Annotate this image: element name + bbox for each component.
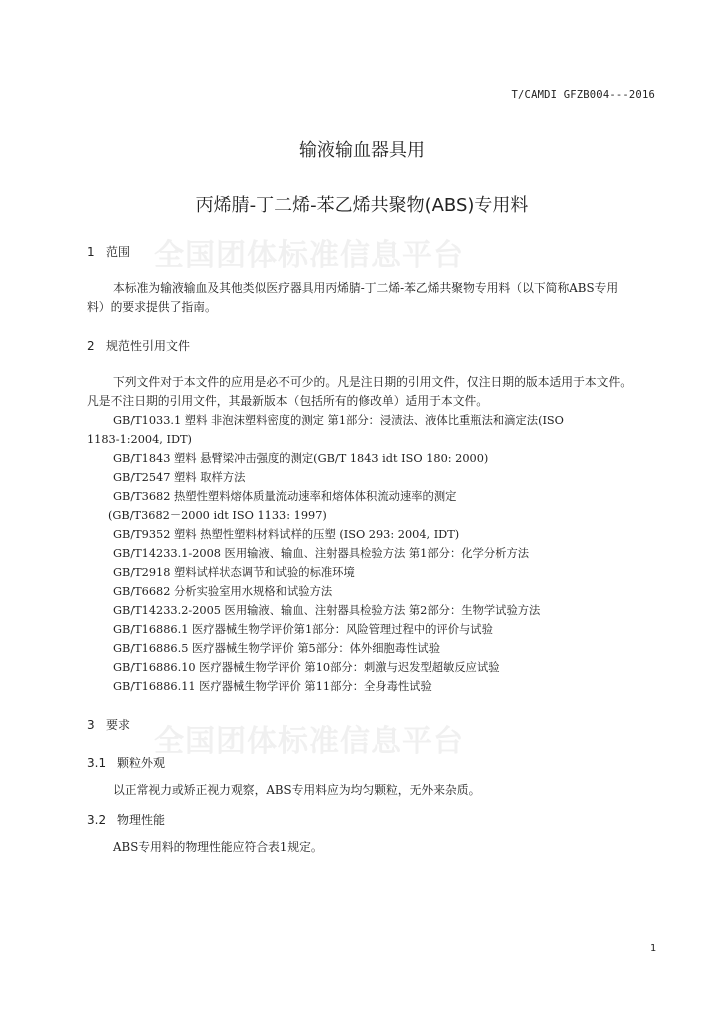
reference-item: GB/T14233.1-2008 医用输液、输血、注射器具检验方法 第1部分：化学分析方法 bbox=[113, 547, 530, 560]
reference-item: GB/T6682 分析实验室用水规格和试验方法 bbox=[113, 585, 333, 598]
reference-item: GB/T14233.2-2005 医用输液、输血、注射器具检验方法 第2部分：生物学试验方法 bbox=[113, 604, 541, 617]
section-number: 3 bbox=[87, 718, 95, 732]
section-3-heading bbox=[87, 716, 130, 733]
reference-item: GB/T2918 塑料试样状态调节和试验的标准环境 bbox=[113, 566, 355, 579]
subsection-3-1-text: 以正常视力或矫正视力观察，ABS专用料应为均匀颗粒，无外来杂质。 bbox=[113, 783, 481, 797]
reference-item: GB/T16886.1 医疗器械生物学评价第1部分：风险管理过程中的评价与试验 bbox=[113, 623, 493, 636]
section-number: 2 bbox=[87, 339, 95, 353]
reference-item: GB/T1033.1 塑料 非泡沫塑料密度的测定 第1部分：浸渍法、液体比重瓶法和滴定法(ISO bbox=[113, 414, 564, 427]
reference-item: 1183-1:2004, IDT) bbox=[87, 433, 192, 446]
subsection-number: 3.1 bbox=[87, 756, 107, 770]
section-2-intro-line1: 下列文件对于本文件的应用是必不可少的。凡是注日期的引用文件，仅注日期的版本适用于本文件。 bbox=[113, 375, 633, 389]
page-number: 1 bbox=[650, 943, 657, 954]
section-1-paragraph-line1: 本标准为输液输血及其他类似医疗器具用丙烯腈-丁二烯-苯乙烯共聚物专用料（以下简称ABS专用 bbox=[113, 281, 619, 295]
section-1-paragraph-line2: 料）的要求提供了指南。 bbox=[87, 300, 217, 314]
section-1-heading bbox=[87, 243, 130, 260]
document-title-line2: 丙烯腈-丁二烯-苯乙烯共聚物(ABS)专用料 bbox=[195, 195, 529, 216]
watermark-middle: 全国团体标准信息平台 bbox=[154, 724, 464, 759]
reference-item: GB/T16886.5 医疗器械生物学评价 第5部分：体外细胞毒性试验 bbox=[113, 642, 440, 655]
section-title: 范围 bbox=[106, 245, 131, 259]
document-title-line1: 输液输血器具用 bbox=[299, 140, 425, 161]
reference-item: GB/T16886.11 医疗器械生物学评价 第11部分：全身毒性试验 bbox=[113, 680, 432, 693]
reference-item: GB/T1843 塑料 悬臂梁冲击强度的测定(GB/T 1843 idt ISO 180: 2000) bbox=[113, 452, 489, 465]
subsection-3-2-heading bbox=[87, 811, 165, 828]
subsection-3-1-heading bbox=[87, 754, 165, 771]
standard-number: T/CAMDI GFZB004---2016 bbox=[511, 89, 655, 101]
reference-item: GB/T16886.10 医疗器械生物学评价 第10部分：刺激与迟发型超敏反应试验 bbox=[113, 661, 500, 674]
section-number: 1 bbox=[87, 245, 95, 259]
subsection-number: 3.2 bbox=[87, 813, 107, 827]
section-title: 要求 bbox=[106, 718, 131, 732]
reference-item: GB/T9352 塑料 热塑性塑料材料试样的压塑 (ISO 293: 2004, IDT) bbox=[113, 528, 460, 541]
section-2-intro-line2: 凡是不注日期的引用文件，其最新版本（包括所有的修改单）适用于本文件。 bbox=[87, 394, 489, 408]
subsection-title: 颗粒外观 bbox=[117, 756, 166, 770]
reference-item: GB/T3682 热塑性塑料熔体质量流动速率和熔体体积流动速率的测定 bbox=[113, 490, 457, 503]
subsection-3-2-text: ABS专用料的物理性能应符合表1规定。 bbox=[113, 840, 323, 854]
reference-item: GB/T2547 塑料 取样方法 bbox=[113, 471, 246, 484]
watermark-top: 全国团体标准信息平台 bbox=[154, 238, 464, 273]
section-title: 规范性引用文件 bbox=[106, 339, 191, 353]
subsection-title: 物理性能 bbox=[117, 813, 166, 827]
reference-item: (GB/T3682－2000 idt ISO 1133: 1997) bbox=[108, 509, 327, 522]
section-2-heading bbox=[87, 337, 190, 354]
